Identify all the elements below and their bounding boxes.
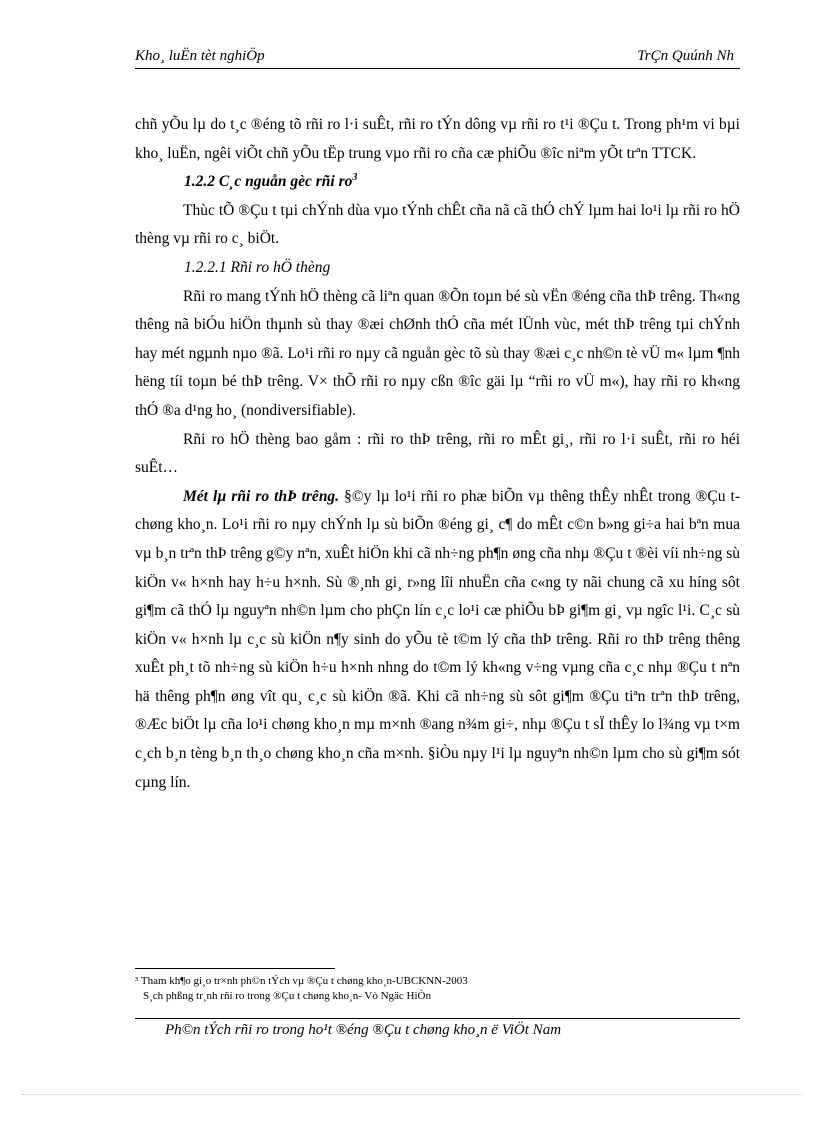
footnote-ref-3: 3 [352, 172, 358, 184]
paragraph-2: Thùc tÕ ®Çu t tµi chÝnh dùa vµo tÝnh chÊt cña nã cã thÓ chÝ lµm hai lo¹i lµ rñi ro hÖ thèng vµ rñi ro c¸ biÖt. [135, 201, 740, 248]
paragraph-1: chñ yÕu lµ do t¸c ®éng tõ rñi ro l·i suÊt, rñi ro tÝn dông vµ rñi ro t¹i ®Çu t. Trong ph¹m vi bµi kho¸ luËn, ngêi viÕt chñ yÕu tËp trung vµo rñi ro cña cæ phiÕu ®îc niªm yÕt trªn TTCK. [135, 116, 740, 162]
footnote-2: S¸ch phßng tr¸nh rñi ro trong ®Çu t chøng kho¸n- Vò Ngäc HiÒn [143, 990, 432, 1002]
document-body [135, 111, 740, 797]
page-edge-line [22, 1094, 802, 1095]
header-thesis-title: Kho¸ luËn tèt nghiÖp [135, 48, 265, 64]
paragraph-5-text: §©y lµ lo¹i rñi ro phæ biÕn vµ thêng thÊy nhÊt trong ®Çu t chøng kho¸n. Lo¹i rñi ro nµy chÝnh lµ sù biÕn ®éng gi¸ c¶ do mÊt c©n b»ng gi÷a hai bªn mua vµ b¸n trªn thÞ trêng g©y nªn, xuÊt hiÖn khi cã nh÷ng ph¶n øng cña nhµ ®Çu t ®èi víi nh÷ng sù kiÖn v« h×nh hay h÷u h×nh. Sù ®¸nh gi¸ r»ng lîi nhuËn cña c«ng ty nãi chung cã xu híng sôt gi¶m cã thÓ lµ nguyªn nh©n lµm cho phÇn lín c¸c lo¹i cæ phiÕu bÞ gi¶m gi¸ vµ ngîc l¹i. C¸c sù kiÖn v« h×nh lµ c¸c sù kiÖn n¶y sinh do yÕu tè t©m lý cña thÞ trêng. Rñi ro thÞ trêng thêng xuÊt ph¸t tõ nh÷ng sù kiÖn h÷u h×nh nhng do t©m lý kh«ng v÷ng vµng cña c¸c nhµ ®Çu t nªn hä thêng ph¶n øng vît qu¸ c¸c sù kiÖn ®ã. Khi cã nh÷ng sù sôt gi¶m ®Çu tiªn trªn thÞ trêng, ®Æc biÖt lµ cña lo¹i chøng kho¸n mµ m×nh ®ang n¾m gi÷, nhµ ®Çu t sÏ thÊy lo l¾ng vµ t×m c¸ch b¸n tèng b¸n th¸o chøng kho¸n cña m×nh. §iÒu nµy l¹i lµ nguyªn nh©n lµm cho sù gi¶m sót cµng lín. [135, 487, 740, 791]
footnote-separator [135, 968, 335, 969]
footnote-1: ³ Tham kh¶o gi¸o tr×nh ph©n tÝch vµ ®Çu t chøng kho¸n-UBCKNN-2003 [135, 975, 468, 987]
page-header [135, 44, 740, 69]
section-heading-1-2-2 [135, 168, 740, 197]
paragraph-3: Rñi ro mang tÝnh hÖ thèng cã liªn quan ®Õn toµn bé sù vËn ®éng cña thÞ trêng. Th«ng thêng nã biÓu hiÖn thµnh sù thay ®æi chØnh thÓ cña mét lÜnh vùc, mét thÞ trêng tµi chÝnh hay mét ngµnh nµo ®ã. Lo¹i rñi ro nµy cã nguån gèc tõ sù thay ®æi c¸c nh©n tè vÜ m« lµm ¶nh hëng tíi toµn bé thÞ trêng. V× thÕ rñi ro nµy cßn ®îc gäi lµ “rñi ro vÜ m«), hay rñi ro kh«ng thÓ ®a d¹ng ho¸ (nondiversifiable). [135, 287, 740, 419]
header-author-name: TrÇn Quúnh Nh [637, 48, 734, 64]
section-heading-1-2-2-1: 1.2.2.1 Rñi ro hÖ thèng [184, 258, 331, 276]
footnotes [135, 974, 468, 1004]
heading-text: 1.2.2 C¸c nguån gèc rñi ro [184, 173, 353, 191]
paragraph-5 [135, 483, 740, 798]
paragraph-4: Rñi ro hÖ thèng bao gåm : rñi ro thÞ trêng, rñi ro mÊt gi¸, rñi ro l·i suÊt, rñi ro héi suÊt… [135, 430, 740, 477]
page-footer [135, 1018, 740, 1038]
paragraph-5-lead: Mét lµ rñi ro thÞ trêng. [183, 487, 340, 505]
footer-title: Ph©n tÝch rñi ro trong ho¹t ®éng ®Çu t chøng kho¸n ë ViÖt Nam [165, 1022, 562, 1038]
